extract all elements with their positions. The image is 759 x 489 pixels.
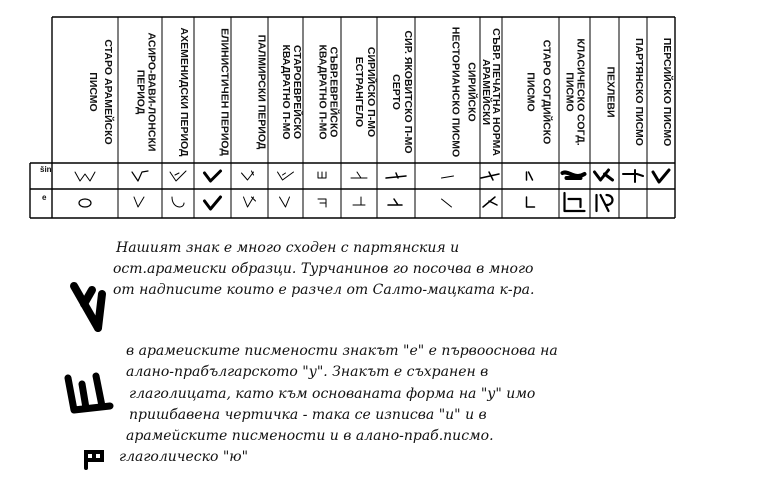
row-label-shin: šin [40,165,52,174]
script-glyph [134,197,144,207]
script-glyph [565,193,585,211]
column-header [303,22,341,162]
script-glyph [244,197,256,207]
script-glyph [242,171,254,180]
script-glyph [280,197,290,207]
script-glyph [563,172,585,178]
script-glyph [205,197,221,209]
column-header-label: СТАРО АРАМЕЙСКО ПИСМО [87,39,114,145]
column-header-label: СИРИЙСКО НЕСТОРИАНСКО ПИСМО [449,26,478,158]
column-header [268,22,303,162]
note-line: пришбавена чертичка - така се изписва "и" и в [129,407,487,423]
script-glyph [595,170,613,180]
script-glyph [353,197,365,205]
column-header-label: СИР. ЯКОВИТСКО П-МО СЕРТО [390,30,414,154]
glagolitic-yu-icon [82,448,108,472]
column-header [480,22,502,162]
column-header-label: АСИРО-ВАВИ-ЛОНСКИ ПЕРИОД [134,32,158,152]
script-glyph [75,172,95,181]
script-glyph [318,199,326,207]
script-glyph [481,172,499,180]
note-line: алано-прабългарското "у". Знакът е съхранен в [126,364,489,380]
column-header-label: ПЕХЛЕВИ [604,66,617,118]
column-header [52,22,118,162]
column-header [118,22,162,162]
note-line: ост.арамеиски образци. Турчанинов го посочва в много [113,261,534,277]
column-header-label: КЛАСИЧЕСКО СОГД. ПИСМО [563,38,587,146]
column-header-label: АХЕМЕНИДСКИ ПЕРИОД [178,27,190,157]
column-header-label: СЪВР. ПЕЧАТНА НОРМА АРАМЕЙСКИ [480,28,502,156]
column-header-label: СИРИЙСКО П-МО ЕСТРАНГЕЛО [353,46,377,138]
script-glyph [79,199,91,207]
script-glyph [205,171,221,181]
column-header-label: СТАРО СОГДИЙСКО ПИСМО [524,39,553,145]
note-line: Нашият знак е много сходен с партянския и [116,240,460,256]
column-header [341,22,377,162]
column-header [194,22,231,162]
note-line: от надписите които е разчел от Салто-мацката к-ра. [113,282,535,298]
caption-glagolitic-yu: глаголическо "ю" [119,449,249,465]
note-line: арамейските писмености и в алано-праб.писмо. [126,428,494,444]
script-glyph [318,172,326,178]
column-header [559,22,590,162]
script-glyph [132,171,148,181]
column-header-label: СТАРОЕВРЕЙСКО КВАДРАТНО П-МО [280,44,303,140]
column-header [231,22,268,162]
column-header [590,22,619,162]
script-glyph [623,170,643,182]
column-header-label: ПАРТЯНСКО ПИСМО [633,38,645,146]
script-glyph [442,176,454,178]
script-glyph [172,197,184,207]
runic-sign-tree-icon [62,280,122,340]
script-glyph [388,199,402,205]
script-glyph [386,173,406,178]
column-header [502,22,559,162]
column-header [619,22,647,162]
row-label-e: e [42,193,47,202]
script-glyph [653,170,669,182]
script-glyph [597,195,613,211]
column-header-label: СЪВР.ЕВРЕЙСКО КВАДРАТНО П-МО [316,44,340,140]
column-header [415,22,480,162]
script-glyph [527,197,535,207]
aramaic-sign-shin-icon [58,370,124,430]
column-header [377,22,415,162]
script-glyph [527,172,533,180]
note-line: в арамеиските писмености знакът "е" е първооснова на [126,343,558,359]
column-header [162,22,194,162]
script-glyph [170,171,186,181]
column-header-label: ПЕРСИЙСКО ПИСМО [661,37,673,147]
script-glyph [483,197,497,207]
script-glyph [278,172,294,180]
script-glyph [442,199,452,207]
column-header [647,22,675,162]
column-header-label: ЕЛИНИСТИЧЕН ПЕРИОД [218,28,231,156]
script-glyph [351,172,367,178]
column-header-label: ПАЛМИРСКИ ПЕРИОД [255,34,268,150]
note-line: глаголицата, като към основаната форма на "у" имо [129,386,536,402]
